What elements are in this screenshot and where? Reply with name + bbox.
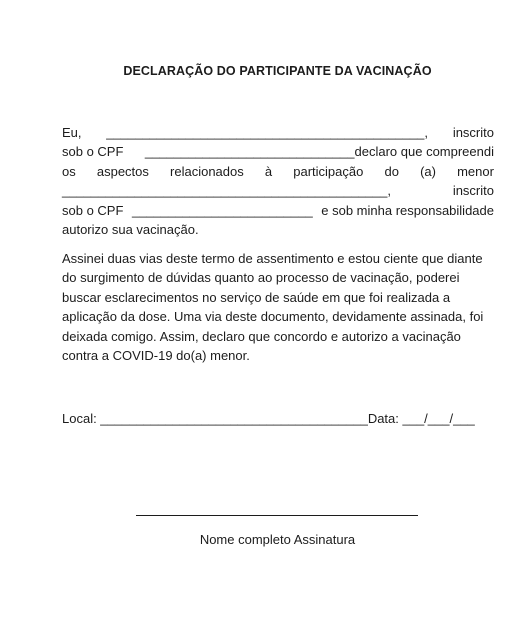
minor-cpf-blank: _________________________: [131, 202, 313, 218]
text-fragment: inscrito: [452, 125, 494, 140]
word: (a): [420, 163, 436, 179]
text-fragment: autorizo sua vacinação.: [62, 221, 199, 237]
paragraph-line: [62, 201, 494, 220]
word: menor: [457, 163, 494, 179]
paragraph-line: [62, 288, 494, 307]
paragraph-line: [62, 307, 494, 326]
word: do: [384, 163, 399, 179]
text-fragment: sob o CPF: [62, 144, 124, 160]
paragraph-line: [62, 346, 494, 365]
text-line: do surgimento de dúvidas quanto ao processo de vacinação, poderei: [62, 270, 460, 286]
document-title: DECLARAÇÃO DO PARTICIPANTE DA VACINAÇÃO: [123, 64, 432, 78]
paragraph-line: [62, 162, 494, 181]
paragraph-line: [62, 142, 494, 161]
paragraph-line: [62, 123, 494, 142]
cpf-blank: _____________________________declaro que compreendi: [144, 144, 494, 160]
word: à: [264, 163, 273, 179]
text-fragment: e sob minha responsabilidade: [321, 202, 494, 218]
signature-caption: Nome completo Assinatura: [199, 532, 356, 547]
local-date-row: [62, 411, 494, 426]
word: os: [62, 163, 76, 179]
text-line: buscar esclarecimentos no serviço de saúde em que foi realizada a: [62, 289, 451, 305]
word: participação: [293, 163, 364, 179]
text-fragment: inscrito: [452, 183, 494, 199]
consent-paragraph: [62, 249, 494, 365]
local-field: Local: _____________________________________: [62, 411, 368, 426]
paragraph-line: [62, 220, 494, 239]
date-field: Data: ___/___/___: [367, 411, 475, 426]
text-fragment: sob o CPF: [62, 202, 124, 218]
name-blank: ____________________________________________,: [106, 125, 429, 140]
text-line: deixada comigo. Assim, declaro que concordo e autorizo a vacinação: [62, 328, 461, 344]
paragraph-line: [62, 181, 494, 200]
paragraph-line: [62, 249, 494, 268]
paragraph-line: [62, 268, 494, 287]
word: relacionados: [170, 163, 244, 179]
paragraph-line: [62, 327, 494, 346]
word: aspectos: [96, 163, 149, 179]
signature-line: [136, 515, 418, 516]
text-fragment: Eu,: [62, 125, 82, 140]
text-line: aplicação da dose. Uma via deste documento, devidamente assinada, foi: [62, 309, 484, 325]
declaration-paragraph: [62, 123, 494, 239]
text-line: contra a COVID-19 do(a) menor.: [62, 347, 250, 363]
minor-name-blank: _____________________________________________,: [62, 183, 391, 199]
text-line: Assinei duas vias deste termo de assentimento e estou ciente que diante: [62, 251, 483, 266]
